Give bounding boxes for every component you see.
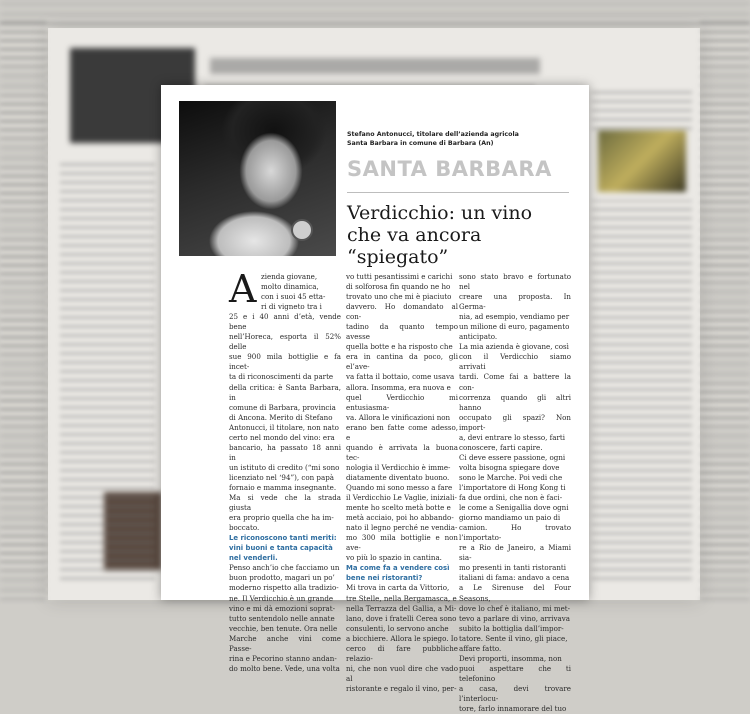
text-line: l’importatore di Hong Kong ti — [459, 482, 566, 492]
text-line: buon prodotto, magari un po’ — [229, 573, 335, 583]
text-line: erano ben fatte come adesso, e — [346, 422, 458, 442]
text-line: Quando mi sono messo a fare — [346, 482, 453, 492]
background-text — [0, 20, 46, 600]
text-line: tadino da quanto tempo avesse — [346, 322, 458, 342]
text-line: era in cantina da poco, gli el’ave- — [346, 352, 458, 372]
portrait-photo — [179, 101, 336, 256]
photo-caption — [347, 130, 577, 148]
text-line: quella botte e ha risposto che — [346, 342, 453, 352]
text-line: di Ancona. Merito di Stefano — [229, 412, 333, 422]
text-line: camion. Ho trovato l’importato- — [459, 523, 571, 543]
interview-question — [229, 533, 341, 563]
text-line: mente ho scelto metà botte e — [346, 503, 451, 513]
interview-question — [346, 563, 458, 583]
text-line: a, devi entrare lo stesso, farti — [459, 432, 566, 442]
text-line: Ma si vede che la strada giusta — [229, 493, 341, 513]
background-text — [592, 200, 692, 580]
text-line: di solforosa fin quando ne ho — [346, 282, 451, 292]
text-line: metà acciaio, poi ho abbando- — [346, 513, 454, 523]
winery-name: SANTA BARBARA — [347, 157, 552, 181]
text-line: ristorante e regalo il vino, per- — [346, 683, 457, 693]
text-line: giorno mandiamo un paio di — [459, 513, 561, 523]
text-line: dove lo chef è italiano, mi met- — [459, 603, 571, 613]
text-line: 25 e i 40 anni d’età, vende bene — [229, 312, 341, 332]
background-text — [700, 20, 750, 600]
headline-line: che va ancora “spiegato” — [347, 224, 482, 268]
caption-line: Santa Barbara in comune di Barbara (An) — [347, 140, 494, 147]
text-line: moderno rispetto alla tradizio- — [229, 583, 339, 593]
text-line: con i suoi 45 etta- — [261, 292, 326, 302]
text-line: occupato gli spazi? Non import- — [459, 412, 571, 432]
text-line: anticipato. — [459, 332, 498, 342]
text-line: italiani di fama: andavo a cena — [459, 573, 570, 583]
divider — [347, 192, 569, 193]
text-line: rina e Pecorino stanno andan- — [229, 653, 337, 663]
text-line: a Le Sirenuse del Four Seasons, — [459, 583, 571, 603]
text-line: sue 900 mila bottiglie e fa incet- — [229, 352, 341, 372]
text-line: lano, dove i fratelli Cerea sono — [346, 613, 457, 623]
text-line: vo più lo spazio in cantina. — [346, 553, 442, 563]
text-line: ri di vigneto tra i — [261, 302, 322, 312]
caption-line: Stefano Antonucci, titolare dell’azienda agricola — [347, 131, 519, 138]
text-line: subito la bottiglia dall’impor- — [459, 623, 564, 633]
text-line: trovato uno che mi è piaciuto — [346, 292, 452, 302]
text-line: va fatta il bottaio, come usava — [346, 372, 455, 382]
text-line: le come a Senigallia dove ogni — [459, 503, 569, 513]
background-text — [0, 0, 750, 24]
text-line: diatamente diventato buono. — [346, 472, 450, 482]
question-line: nel venderli. — [229, 554, 278, 563]
text-column-1 — [229, 267, 341, 674]
text-line: certo nel mondo del vino: era — [229, 432, 335, 442]
text-line: con il Verdicchio siamo arrivati — [459, 352, 571, 372]
text-line: a casa, devi trovare l’interlocu- — [459, 683, 571, 703]
text-line: comune di Barbara, provincia — [229, 402, 336, 412]
text-line: La mia azienda è giovane, così — [459, 342, 569, 352]
text-line: Ci deve essere passione, ogni — [459, 452, 566, 462]
text-line: tore, farlo innamorare del tuo — [459, 704, 567, 714]
drop-cap: A — [229, 267, 257, 311]
text-line: ne. Il Verdicchio è un grande — [229, 593, 334, 603]
text-line: vo tutti pesantissimi e carichi — [346, 272, 453, 281]
text-line: il Verdicchio Le Vaglie, iniziali- — [346, 493, 457, 503]
text-line: Marche anche vini come Passe- — [229, 633, 341, 653]
text-line: ta di riconoscimenti da parte — [229, 372, 334, 382]
text-column-2 — [346, 272, 458, 694]
question-line: Le riconoscono tanti meriti: — [229, 534, 337, 543]
article-headline — [347, 202, 579, 268]
text-line: fornaio e mamma insegnante. — [229, 482, 337, 492]
question-line: bene nei ristoranti? — [346, 574, 423, 583]
background-headline — [210, 58, 540, 74]
text-line: allora. Insomma, era nuova e — [346, 382, 451, 392]
text-line: ni, che non vuol dire che vado al — [346, 663, 458, 683]
text-line: affare fatto. — [459, 643, 502, 653]
text-line: quando è arrivata la buona tec- — [346, 442, 458, 462]
text-line: molto dinamica, — [261, 282, 319, 292]
background-photo — [598, 130, 686, 192]
text-line: quel Verdicchio mi entusiasma- — [346, 392, 458, 412]
text-line: bancario, ha passato 18 anni in — [229, 442, 341, 462]
text-line: zienda giovane, — [261, 272, 318, 281]
text-column-3 — [459, 272, 571, 714]
text-line: creare una proposta. In Germa- — [459, 292, 571, 312]
text-line: era proprio quella che ha im- — [229, 513, 334, 523]
text-line: Antonucci, il titolare, non nato — [229, 422, 339, 432]
text-line: fa due ordini, che non è faci- — [459, 493, 563, 503]
text-line: sono stato bravo e fortunato nel — [459, 272, 571, 292]
text-line: Devi proporti, insomma, non — [459, 653, 562, 663]
text-line: della critica: è Santa Barbara, in — [229, 382, 341, 402]
text-line: licenziato nel ‘94”), con papà — [229, 472, 334, 482]
text-line: puoi aspettare che ti telefonino — [459, 663, 571, 683]
text-line: conoscere, farti capire. — [459, 442, 543, 452]
text-line: vino e mi dà emozioni soprat- — [229, 603, 335, 613]
text-line: mo 300 mila bottiglie e non ave- — [346, 533, 458, 553]
background-text — [60, 160, 155, 580]
text-line: vecchie, ben tenute. Ora nelle — [229, 623, 338, 633]
headline-line: Verdicchio: un vino — [347, 202, 533, 224]
text-line: nella Terrazza del Gallia, a Mi- — [346, 603, 457, 613]
text-line: sono le Marche. Poi vedi che — [459, 472, 563, 482]
text-line: mo presenti in tanti ristoranti — [459, 563, 567, 573]
text-line: re a Rio de Janeiro, a Miami sia- — [459, 543, 571, 563]
background-text — [592, 90, 692, 130]
text-line: correnza quando gli altri hanno — [459, 392, 571, 412]
text-line: nia, ad esempio, vendiamo per — [459, 312, 570, 322]
text-line: boccato. — [229, 523, 260, 533]
text-line: tevo a parlare di vino, arrivava — [459, 613, 571, 623]
wristwatch — [291, 219, 313, 241]
text-line: nologia il Verdicchio è imme- — [346, 462, 451, 472]
text-line: volta bisogna spiegare dove — [459, 462, 560, 472]
text-line: davvero. Ho domandato al con- — [346, 302, 458, 322]
text-line: tre Stelle, nella Bergamasca, e — [346, 593, 457, 603]
text-line: consulenti, lo servono anche — [346, 623, 449, 633]
text-line: do molto bene. Vede, una volta — [229, 663, 340, 673]
text-line: nell’Horeca, esporta il 52% delle — [229, 332, 341, 352]
text-line: cerco di fare pubbliche relazio- — [346, 643, 458, 663]
text-line: un istituto di credito (“mi sono — [229, 462, 340, 472]
text-line: nato il legno perché ne vendia- — [346, 523, 458, 533]
text-line: Mi trova in carta da Vittorio, — [346, 583, 450, 593]
text-line: tatore. Sente il vino, gli piace, — [459, 633, 568, 643]
question-line: vini buoni e tanta capacità — [229, 544, 333, 553]
magazine-page — [161, 85, 589, 714]
text-line: a bicchiere. Allora le spiego. Io — [346, 633, 458, 643]
text-line: un milione di euro, pagamento — [459, 322, 570, 332]
text-line: va. Allora le vinificazioni non — [346, 412, 451, 422]
question-line: Ma come fa a vendere così — [346, 564, 450, 573]
text-line: tutto sentendolo nelle annate — [229, 613, 335, 623]
text-line: Penso anch’io che facciamo un — [229, 563, 340, 573]
text-line: tardi. Come fai a battere la con- — [459, 372, 571, 392]
